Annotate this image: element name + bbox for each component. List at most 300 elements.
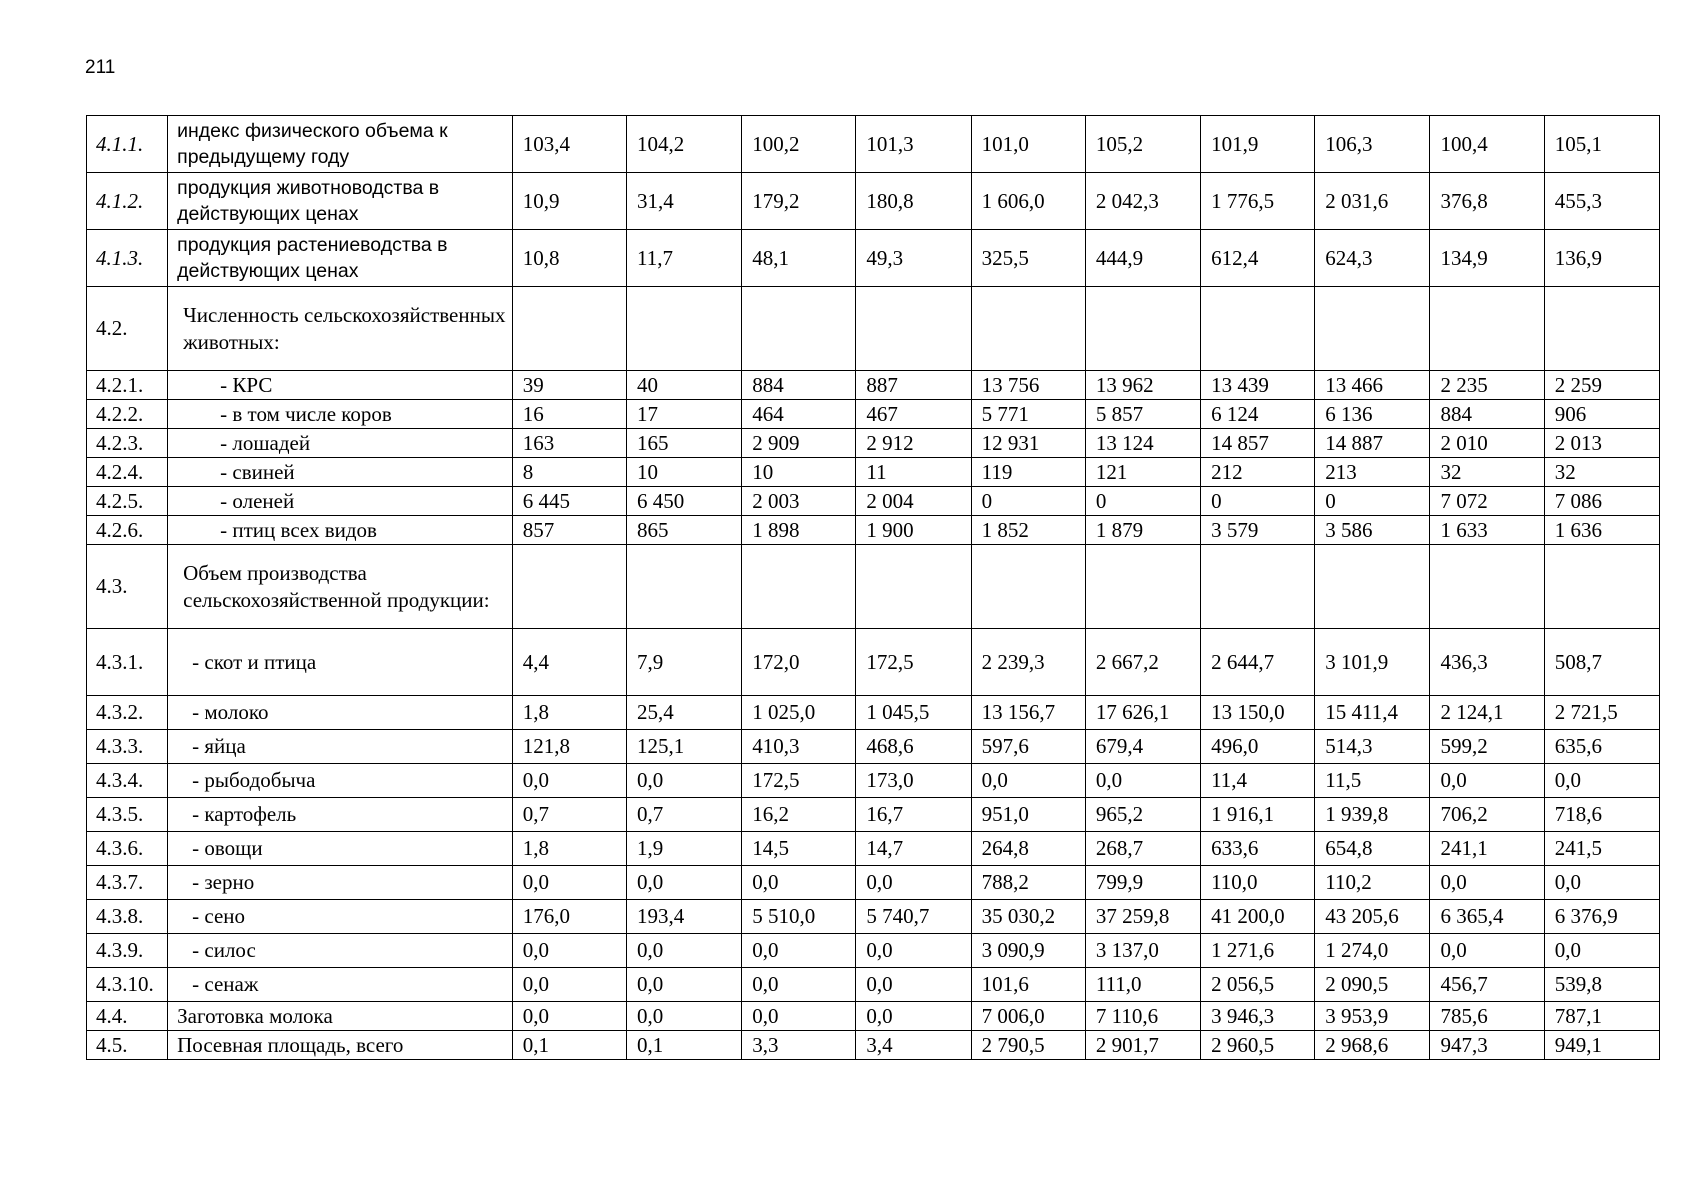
table-row xyxy=(87,1002,1660,1031)
value-cell: 1 636 xyxy=(1544,516,1659,545)
table-row xyxy=(87,629,1660,696)
value-cell: 1 606,0 xyxy=(971,173,1085,230)
value-cell: 599,2 xyxy=(1430,730,1544,764)
value-cell: 2 968,6 xyxy=(1315,1031,1430,1060)
table-row xyxy=(87,900,1660,934)
value-cell: 2 790,5 xyxy=(971,1031,1085,1060)
row-label: - птиц всех видов xyxy=(168,516,513,545)
value-cell: 947,3 xyxy=(1430,1031,1544,1060)
value-cell: 6 445 xyxy=(512,487,626,516)
row-label: - зерно xyxy=(168,866,513,900)
value-cell: 633,6 xyxy=(1201,832,1315,866)
value-cell: 0 xyxy=(1201,487,1315,516)
row-label: - силос xyxy=(168,934,513,968)
value-cell: 2 721,5 xyxy=(1544,696,1659,730)
value-cell: 105,1 xyxy=(1544,116,1659,173)
row-label: - свиней xyxy=(168,458,513,487)
value-cell: 37 259,8 xyxy=(1085,900,1200,934)
value-cell: 949,1 xyxy=(1544,1031,1659,1060)
value-cell xyxy=(512,287,626,371)
value-cell: 0,0 xyxy=(742,968,856,1002)
value-cell: 264,8 xyxy=(971,832,1085,866)
row-code: 4.3.3. xyxy=(87,730,168,764)
row-code: 4.5. xyxy=(87,1031,168,1060)
value-cell: 179,2 xyxy=(742,173,856,230)
value-cell: 17 626,1 xyxy=(1085,696,1200,730)
value-cell: 0,0 xyxy=(742,866,856,900)
value-cell: 6 450 xyxy=(627,487,742,516)
value-cell xyxy=(971,287,1085,371)
value-cell: 13 150,0 xyxy=(1201,696,1315,730)
value-cell: 0,1 xyxy=(627,1031,742,1060)
value-cell: 241,5 xyxy=(1544,832,1659,866)
row-label: - в том числе коров xyxy=(168,400,513,429)
value-cell: 125,1 xyxy=(627,730,742,764)
value-cell: 3 946,3 xyxy=(1201,1002,1315,1031)
value-cell: 43 205,6 xyxy=(1315,900,1430,934)
value-cell: 32 xyxy=(1544,458,1659,487)
value-cell: 0,0 xyxy=(512,968,626,1002)
value-cell: 376,8 xyxy=(1430,173,1544,230)
value-cell: 7 086 xyxy=(1544,487,1659,516)
value-cell: 468,6 xyxy=(856,730,971,764)
value-cell xyxy=(1544,287,1659,371)
row-code: 4.1.2. xyxy=(87,173,168,230)
value-cell xyxy=(856,287,971,371)
table-row xyxy=(87,400,1660,429)
value-cell: 496,0 xyxy=(1201,730,1315,764)
table-row xyxy=(87,1031,1660,1060)
value-cell: 13 124 xyxy=(1085,429,1200,458)
value-cell: 0 xyxy=(1315,487,1430,516)
value-cell: 3,3 xyxy=(742,1031,856,1060)
value-cell xyxy=(1085,287,1200,371)
value-cell: 14 857 xyxy=(1201,429,1315,458)
value-cell: 0,0 xyxy=(1430,866,1544,900)
table-row xyxy=(87,230,1660,287)
row-label: - сенаж xyxy=(168,968,513,1002)
value-cell: 455,3 xyxy=(1544,173,1659,230)
value-cell xyxy=(1201,287,1315,371)
value-cell: 0,0 xyxy=(742,1002,856,1031)
value-cell: 0,0 xyxy=(856,866,971,900)
table-row xyxy=(87,487,1660,516)
value-cell: 0,0 xyxy=(627,1002,742,1031)
value-cell: 13 156,7 xyxy=(971,696,1085,730)
value-cell: 2 013 xyxy=(1544,429,1659,458)
value-cell: 100,4 xyxy=(1430,116,1544,173)
value-cell: 41 200,0 xyxy=(1201,900,1315,934)
table-row xyxy=(87,730,1660,764)
value-cell: 101,0 xyxy=(971,116,1085,173)
value-cell: 467 xyxy=(856,400,971,429)
value-cell: 0,0 xyxy=(627,968,742,1002)
row-code: 4.3.6. xyxy=(87,832,168,866)
value-cell: 884 xyxy=(1430,400,1544,429)
value-cell: 163 xyxy=(512,429,626,458)
value-cell xyxy=(1201,545,1315,629)
value-cell: 679,4 xyxy=(1085,730,1200,764)
value-cell: 884 xyxy=(742,371,856,400)
row-code: 4.3.2. xyxy=(87,696,168,730)
value-cell: 10,9 xyxy=(512,173,626,230)
value-cell: 136,9 xyxy=(1544,230,1659,287)
table-row xyxy=(87,458,1660,487)
value-cell: 121,8 xyxy=(512,730,626,764)
row-label: Численность сельскохозяйственных животных: xyxy=(168,287,513,371)
statistics-table xyxy=(86,115,1660,1060)
value-cell: 2 042,3 xyxy=(1085,173,1200,230)
value-cell: 0,0 xyxy=(856,934,971,968)
table-row xyxy=(87,934,1660,968)
value-cell: 2 010 xyxy=(1430,429,1544,458)
value-cell: 0,0 xyxy=(971,764,1085,798)
value-cell: 2 235 xyxy=(1430,371,1544,400)
row-code: 4.1.3. xyxy=(87,230,168,287)
table-row xyxy=(87,173,1660,230)
value-cell: 965,2 xyxy=(1085,798,1200,832)
value-cell xyxy=(512,545,626,629)
value-cell xyxy=(971,545,1085,629)
value-cell xyxy=(856,545,971,629)
value-cell: 8 xyxy=(512,458,626,487)
value-cell: 49,3 xyxy=(856,230,971,287)
value-cell: 1 633 xyxy=(1430,516,1544,545)
value-cell: 14 887 xyxy=(1315,429,1430,458)
value-cell: 5 510,0 xyxy=(742,900,856,934)
value-cell: 17 xyxy=(627,400,742,429)
value-cell: 11 xyxy=(856,458,971,487)
value-cell: 456,7 xyxy=(1430,968,1544,1002)
value-cell: 13 439 xyxy=(1201,371,1315,400)
value-cell: 0,0 xyxy=(1544,764,1659,798)
value-cell xyxy=(1430,545,1544,629)
value-cell: 887 xyxy=(856,371,971,400)
value-cell: 635,6 xyxy=(1544,730,1659,764)
value-cell: 7,9 xyxy=(627,629,742,696)
value-cell: 106,3 xyxy=(1315,116,1430,173)
value-cell: 14,7 xyxy=(856,832,971,866)
value-cell: 10 xyxy=(742,458,856,487)
value-cell: 2 960,5 xyxy=(1201,1031,1315,1060)
value-cell: 514,3 xyxy=(1315,730,1430,764)
value-cell: 3 137,0 xyxy=(1085,934,1200,968)
value-cell: 10 xyxy=(627,458,742,487)
value-cell xyxy=(742,287,856,371)
row-label: - оленей xyxy=(168,487,513,516)
value-cell: 7 072 xyxy=(1430,487,1544,516)
value-cell: 2 090,5 xyxy=(1315,968,1430,1002)
value-cell: 857 xyxy=(512,516,626,545)
row-label: Посевная площадь, всего xyxy=(168,1031,513,1060)
row-label: - яйца xyxy=(168,730,513,764)
value-cell: 2 124,1 xyxy=(1430,696,1544,730)
value-cell: 654,8 xyxy=(1315,832,1430,866)
table-row xyxy=(87,764,1660,798)
value-cell: 134,9 xyxy=(1430,230,1544,287)
value-cell: 241,1 xyxy=(1430,832,1544,866)
value-cell: 3 953,9 xyxy=(1315,1002,1430,1031)
value-cell: 597,6 xyxy=(971,730,1085,764)
value-cell: 1 879 xyxy=(1085,516,1200,545)
value-cell: 101,9 xyxy=(1201,116,1315,173)
row-code: 4.2. xyxy=(87,287,168,371)
row-code: 4.3.5. xyxy=(87,798,168,832)
value-cell xyxy=(1544,545,1659,629)
row-code: 4.2.2. xyxy=(87,400,168,429)
row-label: продукция растениеводства в действующих ценах xyxy=(168,230,513,287)
row-code: 4.3.9. xyxy=(87,934,168,968)
value-cell: 40 xyxy=(627,371,742,400)
value-cell: 1 776,5 xyxy=(1201,173,1315,230)
value-cell: 436,3 xyxy=(1430,629,1544,696)
value-cell xyxy=(627,287,742,371)
row-label: - картофель xyxy=(168,798,513,832)
value-cell: 1,8 xyxy=(512,832,626,866)
value-cell: 16 xyxy=(512,400,626,429)
table-row xyxy=(87,696,1660,730)
row-label: - овощи xyxy=(168,832,513,866)
table-body xyxy=(87,116,1660,1060)
value-cell: 13 756 xyxy=(971,371,1085,400)
value-cell: 787,1 xyxy=(1544,1002,1659,1031)
value-cell: 105,2 xyxy=(1085,116,1200,173)
table-row xyxy=(87,287,1660,371)
value-cell: 0,7 xyxy=(627,798,742,832)
value-cell: 16,2 xyxy=(742,798,856,832)
value-cell: 0,0 xyxy=(1430,764,1544,798)
value-cell: 0,0 xyxy=(1085,764,1200,798)
value-cell: 6 376,9 xyxy=(1544,900,1659,934)
value-cell: 3,4 xyxy=(856,1031,971,1060)
row-code: 4.3. xyxy=(87,545,168,629)
value-cell: 0,0 xyxy=(512,866,626,900)
row-code: 4.2.3. xyxy=(87,429,168,458)
value-cell: 1 916,1 xyxy=(1201,798,1315,832)
value-cell: 1,9 xyxy=(627,832,742,866)
value-cell: 6 136 xyxy=(1315,400,1430,429)
value-cell: 5 740,7 xyxy=(856,900,971,934)
table-row xyxy=(87,429,1660,458)
value-cell: 13 962 xyxy=(1085,371,1200,400)
row-label: - лошадей xyxy=(168,429,513,458)
table-row xyxy=(87,832,1660,866)
page-number: 211 xyxy=(85,57,116,78)
value-cell: 865 xyxy=(627,516,742,545)
value-cell: 2 004 xyxy=(856,487,971,516)
value-cell: 268,7 xyxy=(1085,832,1200,866)
value-cell: 172,0 xyxy=(742,629,856,696)
value-cell: 624,3 xyxy=(1315,230,1430,287)
value-cell: 0,0 xyxy=(1544,866,1659,900)
value-cell xyxy=(1430,287,1544,371)
value-cell: 325,5 xyxy=(971,230,1085,287)
row-code: 4.3.1. xyxy=(87,629,168,696)
value-cell xyxy=(1315,287,1430,371)
value-cell: 165 xyxy=(627,429,742,458)
value-cell: 0 xyxy=(1085,487,1200,516)
value-cell: 1 852 xyxy=(971,516,1085,545)
value-cell: 119 xyxy=(971,458,1085,487)
value-cell: 213 xyxy=(1315,458,1430,487)
value-cell: 7 110,6 xyxy=(1085,1002,1200,1031)
value-cell: 0,0 xyxy=(1430,934,1544,968)
table-row xyxy=(87,866,1660,900)
value-cell xyxy=(1085,545,1200,629)
value-cell: 193,4 xyxy=(627,900,742,934)
value-cell: 32 xyxy=(1430,458,1544,487)
row-code: 4.4. xyxy=(87,1002,168,1031)
value-cell: 0,1 xyxy=(512,1031,626,1060)
table-row xyxy=(87,545,1660,629)
value-cell: 121 xyxy=(1085,458,1200,487)
value-cell: 12 931 xyxy=(971,429,1085,458)
value-cell: 4,4 xyxy=(512,629,626,696)
value-cell: 110,0 xyxy=(1201,866,1315,900)
row-label: - рыбодобыча xyxy=(168,764,513,798)
value-cell: 15 411,4 xyxy=(1315,696,1430,730)
row-code: 4.2.4. xyxy=(87,458,168,487)
value-cell: 1 025,0 xyxy=(742,696,856,730)
value-cell: 39 xyxy=(512,371,626,400)
value-cell: 0,0 xyxy=(627,866,742,900)
value-cell: 785,6 xyxy=(1430,1002,1544,1031)
row-label: - скот и птица xyxy=(168,629,513,696)
value-cell: 5 857 xyxy=(1085,400,1200,429)
table-row xyxy=(87,968,1660,1002)
value-cell: 172,5 xyxy=(856,629,971,696)
value-cell: 0,0 xyxy=(627,764,742,798)
value-cell: 718,6 xyxy=(1544,798,1659,832)
value-cell: 0,0 xyxy=(856,1002,971,1031)
value-cell: 1,8 xyxy=(512,696,626,730)
value-cell: 1 900 xyxy=(856,516,971,545)
value-cell: 173,0 xyxy=(856,764,971,798)
value-cell: 14,5 xyxy=(742,832,856,866)
table-row xyxy=(87,516,1660,545)
value-cell: 2 901,7 xyxy=(1085,1031,1200,1060)
table-row xyxy=(87,798,1660,832)
value-cell: 1 045,5 xyxy=(856,696,971,730)
value-cell: 799,9 xyxy=(1085,866,1200,900)
value-cell: 2 912 xyxy=(856,429,971,458)
value-cell: 16,7 xyxy=(856,798,971,832)
value-cell: 444,9 xyxy=(1085,230,1200,287)
value-cell: 5 771 xyxy=(971,400,1085,429)
value-cell: 100,2 xyxy=(742,116,856,173)
value-cell: 2 003 xyxy=(742,487,856,516)
row-code: 4.2.5. xyxy=(87,487,168,516)
value-cell: 0,7 xyxy=(512,798,626,832)
row-code: 4.2.6. xyxy=(87,516,168,545)
value-cell: 0,0 xyxy=(512,934,626,968)
value-cell: 6 365,4 xyxy=(1430,900,1544,934)
value-cell: 104,2 xyxy=(627,116,742,173)
value-cell xyxy=(627,545,742,629)
value-cell: 103,4 xyxy=(512,116,626,173)
row-code: 4.3.8. xyxy=(87,900,168,934)
value-cell: 35 030,2 xyxy=(971,900,1085,934)
table-row xyxy=(87,371,1660,400)
value-cell: 7 006,0 xyxy=(971,1002,1085,1031)
value-cell: 1 898 xyxy=(742,516,856,545)
row-label: - сено xyxy=(168,900,513,934)
value-cell: 176,0 xyxy=(512,900,626,934)
value-cell: 11,7 xyxy=(627,230,742,287)
row-label: - молоко xyxy=(168,696,513,730)
value-cell: 3 101,9 xyxy=(1315,629,1430,696)
value-cell: 110,2 xyxy=(1315,866,1430,900)
value-cell: 0,0 xyxy=(742,934,856,968)
value-cell: 212 xyxy=(1201,458,1315,487)
value-cell: 101,3 xyxy=(856,116,971,173)
value-cell: 0,0 xyxy=(512,764,626,798)
row-code: 4.3.7. xyxy=(87,866,168,900)
value-cell: 508,7 xyxy=(1544,629,1659,696)
row-label: Заготовка молока xyxy=(168,1002,513,1031)
row-code: 4.3.10. xyxy=(87,968,168,1002)
value-cell: 2 056,5 xyxy=(1201,968,1315,1002)
value-cell: 3 579 xyxy=(1201,516,1315,545)
value-cell: 6 124 xyxy=(1201,400,1315,429)
value-cell: 25,4 xyxy=(627,696,742,730)
row-code: 4.1.1. xyxy=(87,116,168,173)
row-label: - КРС xyxy=(168,371,513,400)
value-cell xyxy=(1315,545,1430,629)
row-label: индекс физического объема к предыдущему году xyxy=(168,116,513,173)
value-cell: 3 586 xyxy=(1315,516,1430,545)
value-cell: 612,4 xyxy=(1201,230,1315,287)
value-cell: 48,1 xyxy=(742,230,856,287)
value-cell: 1 939,8 xyxy=(1315,798,1430,832)
value-cell: 111,0 xyxy=(1085,968,1200,1002)
value-cell: 172,5 xyxy=(742,764,856,798)
value-cell: 2 259 xyxy=(1544,371,1659,400)
value-cell: 11,4 xyxy=(1201,764,1315,798)
value-cell: 31,4 xyxy=(627,173,742,230)
value-cell: 0,0 xyxy=(1544,934,1659,968)
value-cell: 0,0 xyxy=(856,968,971,1002)
value-cell: 2 031,6 xyxy=(1315,173,1430,230)
value-cell: 13 466 xyxy=(1315,371,1430,400)
row-code: 4.2.1. xyxy=(87,371,168,400)
value-cell: 11,5 xyxy=(1315,764,1430,798)
value-cell: 1 271,6 xyxy=(1201,934,1315,968)
row-label: Объем производства сельскохозяйственной продукции: xyxy=(168,545,513,629)
value-cell: 0,0 xyxy=(512,1002,626,1031)
value-cell: 180,8 xyxy=(856,173,971,230)
value-cell: 0,0 xyxy=(627,934,742,968)
value-cell: 539,8 xyxy=(1544,968,1659,1002)
value-cell: 101,6 xyxy=(971,968,1085,1002)
value-cell: 2 239,3 xyxy=(971,629,1085,696)
value-cell: 2 909 xyxy=(742,429,856,458)
table-row xyxy=(87,116,1660,173)
row-code: 4.3.4. xyxy=(87,764,168,798)
row-label: продукция животноводства в действующих ценах xyxy=(168,173,513,230)
value-cell: 464 xyxy=(742,400,856,429)
value-cell: 788,2 xyxy=(971,866,1085,900)
value-cell: 2 644,7 xyxy=(1201,629,1315,696)
value-cell: 1 274,0 xyxy=(1315,934,1430,968)
value-cell: 706,2 xyxy=(1430,798,1544,832)
value-cell: 2 667,2 xyxy=(1085,629,1200,696)
value-cell xyxy=(742,545,856,629)
value-cell: 0 xyxy=(971,487,1085,516)
value-cell: 3 090,9 xyxy=(971,934,1085,968)
value-cell: 10,8 xyxy=(512,230,626,287)
value-cell: 951,0 xyxy=(971,798,1085,832)
